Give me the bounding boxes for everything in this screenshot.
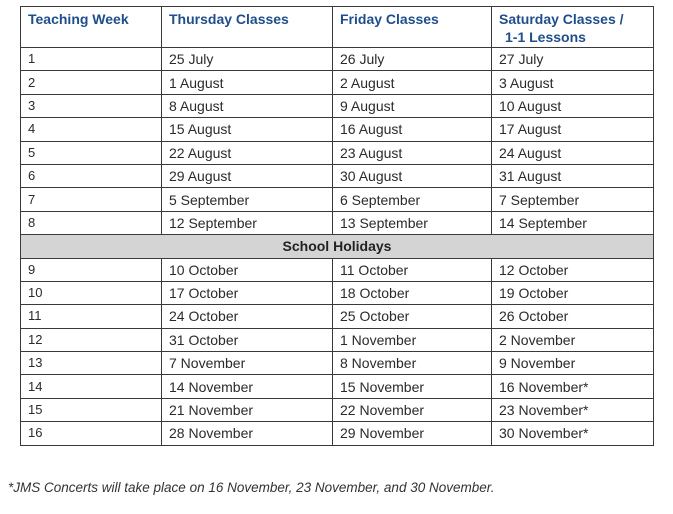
cell-thursday: 22 August (162, 141, 333, 164)
table-row (21, 375, 654, 398)
cell-week: 15 (21, 398, 162, 421)
cell-thursday: 8 August (162, 94, 333, 117)
cell-saturday: 19 October (492, 281, 654, 304)
school-holidays-row (21, 235, 654, 258)
cell-saturday: 27 July (492, 48, 654, 71)
cell-friday: 30 August (333, 164, 492, 187)
cell-thursday: 15 August (162, 118, 333, 141)
header-saturday-classes (492, 7, 654, 48)
cell-saturday: 2 November (492, 328, 654, 351)
cell-saturday: 3 August (492, 71, 654, 94)
cell-saturday: 31 August (492, 164, 654, 187)
cell-week: 11 (21, 305, 162, 328)
cell-thursday: 5 September (162, 188, 333, 211)
cell-friday: 1 November (333, 328, 492, 351)
cell-friday: 25 October (333, 305, 492, 328)
schedule-table (20, 6, 654, 446)
table-row (21, 352, 654, 375)
cell-friday: 22 November (333, 398, 492, 421)
cell-week: 5 (21, 141, 162, 164)
cell-thursday: 24 October (162, 305, 333, 328)
cell-friday: 26 July (333, 48, 492, 71)
cell-week: 6 (21, 164, 162, 187)
cell-saturday: 7 September (492, 188, 654, 211)
cell-week: 8 (21, 211, 162, 234)
cell-thursday: 29 August (162, 164, 333, 187)
cell-saturday: 26 October (492, 305, 654, 328)
cell-friday: 9 August (333, 94, 492, 117)
cell-saturday: 16 November* (492, 375, 654, 398)
cell-thursday: 1 August (162, 71, 333, 94)
table-row (21, 281, 654, 304)
table-row (21, 141, 654, 164)
table-row (21, 94, 654, 117)
header-saturday-line1: Saturday Classes / (499, 11, 624, 27)
cell-saturday: 17 August (492, 118, 654, 141)
cell-saturday: 9 November (492, 352, 654, 375)
cell-friday: 6 September (333, 188, 492, 211)
cell-friday: 16 August (333, 118, 492, 141)
cell-week: 3 (21, 94, 162, 117)
cell-thursday: 31 October (162, 328, 333, 351)
cell-week: 1 (21, 48, 162, 71)
table-row (21, 258, 654, 281)
cell-friday: 11 October (333, 258, 492, 281)
table-row (21, 398, 654, 421)
cell-thursday: 7 November (162, 352, 333, 375)
table-row (21, 211, 654, 234)
cell-thursday: 28 November (162, 422, 333, 445)
cell-friday: 13 September (333, 211, 492, 234)
cell-thursday: 14 November (162, 375, 333, 398)
header-teaching-week: Teaching Week (21, 7, 162, 48)
table-row (21, 71, 654, 94)
table-row (21, 328, 654, 351)
cell-thursday: 12 September (162, 211, 333, 234)
cell-friday: 29 November (333, 422, 492, 445)
table-row (21, 422, 654, 445)
table-row (21, 164, 654, 187)
cell-week: 4 (21, 118, 162, 141)
cell-thursday: 21 November (162, 398, 333, 421)
school-holidays-label: School Holidays (21, 235, 654, 258)
cell-friday: 18 October (333, 281, 492, 304)
cell-friday: 8 November (333, 352, 492, 375)
cell-week: 7 (21, 188, 162, 211)
cell-friday: 23 August (333, 141, 492, 164)
table-row (21, 305, 654, 328)
table-row (21, 48, 654, 71)
cell-thursday: 25 July (162, 48, 333, 71)
header-thursday-classes: Thursday Classes (162, 7, 333, 48)
table-row (21, 118, 654, 141)
cell-saturday: 24 August (492, 141, 654, 164)
cell-week: 2 (21, 71, 162, 94)
cell-thursday: 10 October (162, 258, 333, 281)
table-row (21, 188, 654, 211)
header-friday-classes: Friday Classes (333, 7, 492, 48)
cell-week: 10 (21, 281, 162, 304)
cell-saturday: 23 November* (492, 398, 654, 421)
cell-week: 14 (21, 375, 162, 398)
cell-week: 13 (21, 352, 162, 375)
cell-week: 9 (21, 258, 162, 281)
header-row (21, 7, 654, 48)
cell-friday: 2 August (333, 71, 492, 94)
header-saturday-line2: 1-1 Lessons (505, 29, 586, 45)
cell-saturday: 14 September (492, 211, 654, 234)
cell-saturday: 12 October (492, 258, 654, 281)
cell-friday: 15 November (333, 375, 492, 398)
cell-saturday: 30 November* (492, 422, 654, 445)
cell-thursday: 17 October (162, 281, 333, 304)
cell-week: 12 (21, 328, 162, 351)
cell-week: 16 (21, 422, 162, 445)
footnote: *JMS Concerts will take place on 16 November, 23 November, and 30 November. (8, 480, 495, 495)
cell-saturday: 10 August (492, 94, 654, 117)
